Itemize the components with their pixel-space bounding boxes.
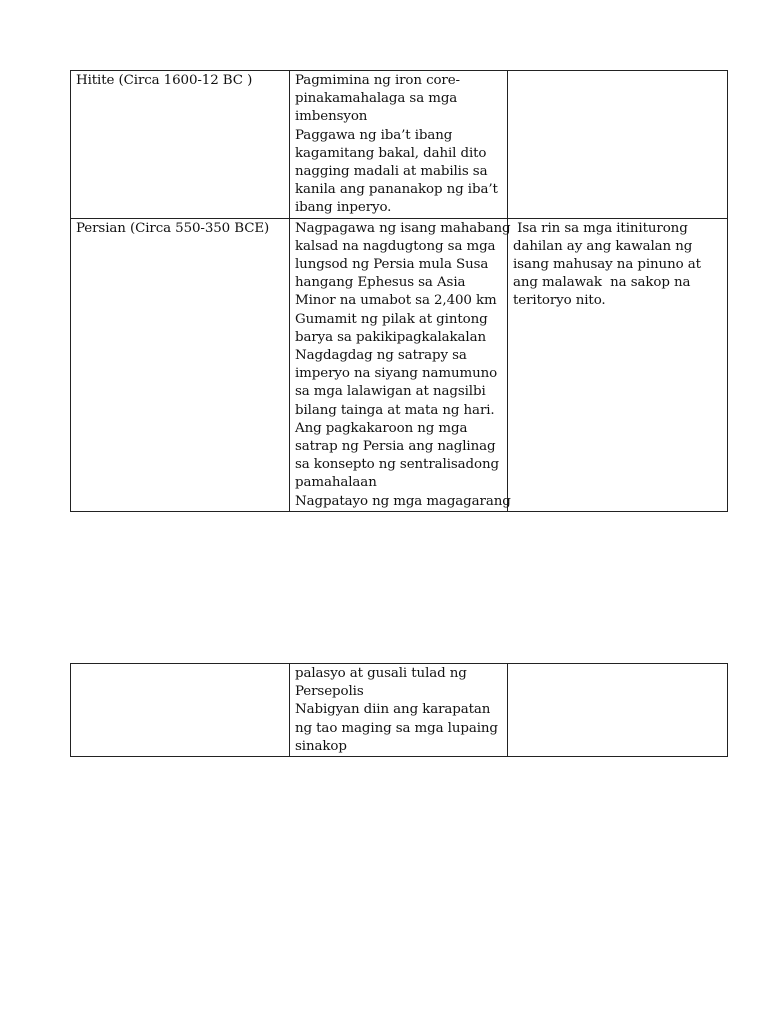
contribution-line: sa mga lalawigan at nagsilbi xyxy=(295,384,486,400)
civilization-name: Persian (Circa 550-350 BCE) xyxy=(76,220,270,236)
contribution-line: pamahalaan xyxy=(295,475,377,491)
contribution-line: pinakamahalaga sa mga xyxy=(295,91,458,107)
civilization-name: Hitite (Circa 1600-12 BC ) xyxy=(76,73,253,88)
contribution-line: sa konsepto ng sentralisadong xyxy=(295,457,499,473)
contribution-line: kagamitang bakal, dahil dito xyxy=(295,145,487,161)
contribution-line: barya sa pakikipagkalakalan xyxy=(295,329,487,345)
cell-contributions-continued xyxy=(290,664,508,757)
note-line: Isa rin sa mga itiniturong xyxy=(513,220,688,236)
cell-contributions-persian xyxy=(290,218,511,511)
cell-civilization-hitite xyxy=(71,71,290,219)
cell-contributions-hitite xyxy=(290,71,508,219)
contribution-line: Nagpatayo ng mga magagarang xyxy=(295,493,511,509)
contribution-line: Persepolis xyxy=(295,684,364,700)
note-line: dahilan ay ang kawalan ng xyxy=(513,238,693,254)
table-row-hitite xyxy=(71,71,728,219)
contribution-line: lungsod ng Persia mula Susa xyxy=(295,257,489,273)
contribution-line: Gumamit ng pilak at gintong xyxy=(295,311,488,327)
table-row-persian-continued xyxy=(71,664,728,757)
contribution-line: kalsad na nagdugtong sa mga xyxy=(295,238,496,254)
contribution-line: Minor na umabot sa 2,400 km xyxy=(295,293,497,309)
contribution-line: hangang Ephesus sa Asia xyxy=(295,275,466,291)
civilizations-table-continued xyxy=(70,663,728,757)
note-line: teritoryo nito. xyxy=(513,293,606,309)
contribution-line: kanila ang pananakop ng iba’t xyxy=(295,182,498,198)
contribution-line: Pagmimina ng iron core- xyxy=(295,73,460,88)
contribution-line: satrap ng Persia ang naglinag xyxy=(295,439,496,455)
contribution-line: Nagdagdag ng satrapy sa xyxy=(295,348,467,364)
cell-civilization-empty xyxy=(71,664,290,757)
cell-notes-persian xyxy=(508,218,728,511)
contribution-line: palasyo at gusali tulad ng xyxy=(295,666,467,681)
contribution-line: Nabigyan diin ang karapatan xyxy=(295,702,491,718)
contribution-line: Ang pagkakaroon ng mga xyxy=(295,420,468,436)
cell-notes-empty xyxy=(508,664,728,757)
civilizations-table xyxy=(70,70,728,512)
note-line: ang malawak na sakop na xyxy=(513,275,691,291)
contribution-line: nagging madali at mabilis sa xyxy=(295,164,488,180)
contribution-line: ng tao maging sa mga lupaing xyxy=(295,720,498,736)
note-line: isang mahusay na pinuno at xyxy=(513,257,701,273)
contribution-line: bilang tainga at mata ng hari. xyxy=(295,402,495,418)
contribution-line: imbensyon xyxy=(295,109,368,125)
contribution-line: ibang inperyo. xyxy=(295,200,392,216)
table-row-persian xyxy=(71,218,728,511)
contribution-line: imperyo na siyang namumuno xyxy=(295,366,498,382)
contribution-line: Nagpagawa ng isang mahabang xyxy=(295,220,511,236)
contribution-line: Paggawa ng iba’t ibang xyxy=(295,127,453,143)
cell-civilization-persian xyxy=(71,218,290,511)
cell-notes-hitite xyxy=(508,71,728,219)
contribution-line: sinakop xyxy=(295,738,347,754)
